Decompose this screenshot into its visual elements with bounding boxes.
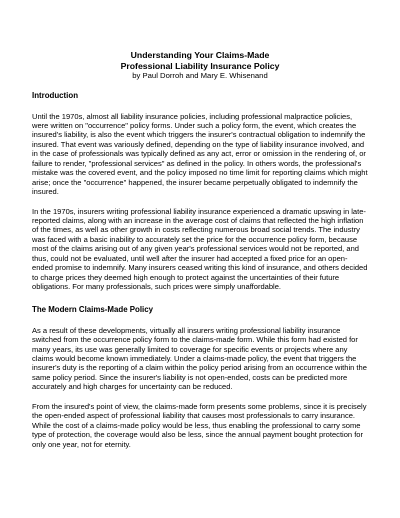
document-title-line-2: Professional Liability Insurance Policy (120, 60, 280, 71)
paragraph-modern-1: As a result of these developments, virtually all insurers writing professional liability insurance switched from the occurrence policy form to the claims-made form. While this form had existed for many years, its use was generally limited to coverage for specific events or projects where any claims would become known immediately. Under a claims-made policy, the event that triggers the insurer's duty is the reporting of a claim within the policy period arising from an occurrence within the same policy period. Since the insurer's liability is not open-ended, costs can be predicted more accurately and high charges for uncertainty can be reduced. (32, 325, 367, 392)
section-heading-modern-claims-made: The Modern Claims-Made Policy (32, 304, 154, 314)
paragraph-intro-1: Until the 1970s, almost all liability insurance policies, including professional malpractice policies, were written on "occurrence" policy forms. Under such a policy form, the event, which creates the insured's liability, is also the event which triggers the insurer's contractual obligation to indemnify the insured. That event was variously defined, depending on the type of liability insurance involved, and in the case of professionals was typically defined as any act, error or omission in the rendering of, or failure to render, "professional services" as defined in the policy. In others words, the professional's mistake was the covered event, and the policy imposed no time limit for reporting claims which might arise; once the "occurrence" happened, the insurer became perpetually obligated to indemnify the insured. (32, 111, 368, 197)
section-heading-introduction: Introduction (32, 90, 79, 100)
title-block (32, 50, 368, 81)
paragraph-modern-2: From the insured's point of view, the claims-made form presents some problems, since it is precisely the open-ended aspect of professional liability that causes most professionals to carry insurance. While the cost of a claims-made policy would be less, thus enabling the professional to carry some type of protection, the coverage would also be less, since the annual payment bought protection for only one year, not for eternity. (32, 401, 367, 449)
paragraph-intro-2: In the 1970s, insurers writing professional liability insurance experienced a dramatic upswing in late-reported claims, along with an increase in the average cost of claims that reflected the high inflation of the times, as well as other growth in costs reflecting numerous broad social trends. The industry was faced with a basic inability to accurately set the price for the occurrence policy form, because most of the claims arising out of any given year's professional services would not be reported, and thus, could not be evaluated, until well after the insurer had accepted a fixed price for an open-ended promise to indemnify. Many insurers ceased writing this kind of insurance, and others decided to charge prices they deemed high enough to protect against the uncertainties of their future obligations. For many professionals, such prices were simply unaffordable. (32, 206, 368, 292)
document-byline: by Paul Dorroh and Mary E. Whisenand (132, 71, 268, 80)
document-title-line-1: Understanding Your Claims-Made (130, 50, 270, 60)
